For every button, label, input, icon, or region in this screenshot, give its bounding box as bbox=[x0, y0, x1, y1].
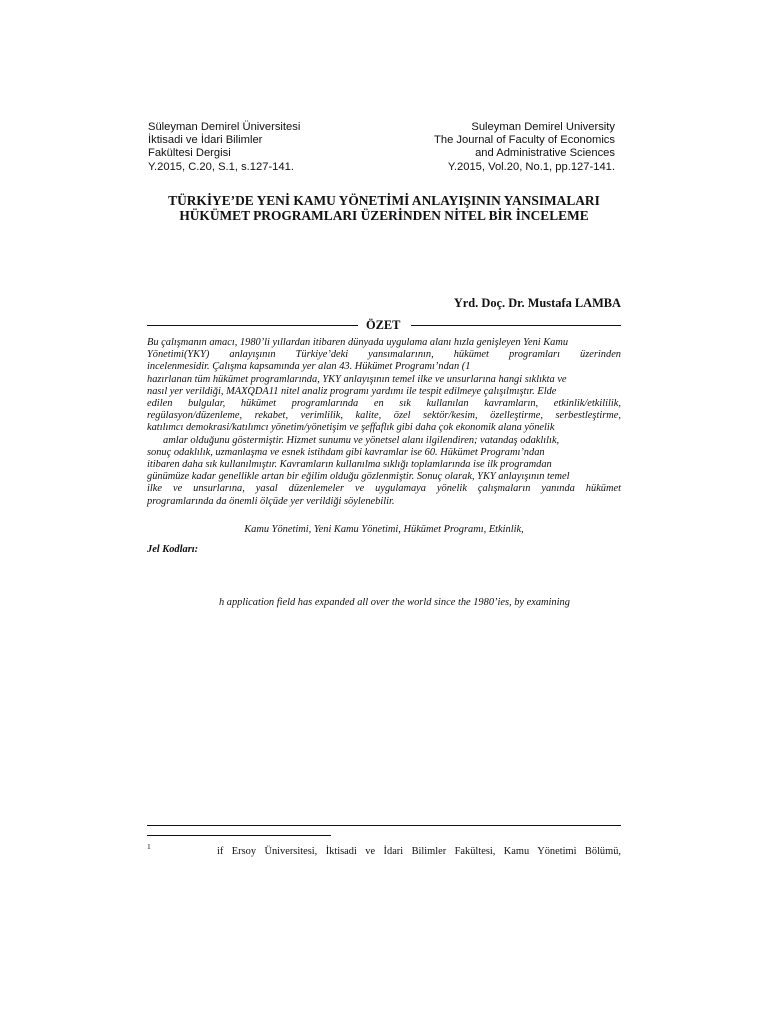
author-name: Yrd. Doç. Dr. Mustafa LAMBA bbox=[453, 296, 621, 310]
header-right-line: Y.2015, Vol.20, No.1, pp.127-141. bbox=[447, 160, 615, 173]
title-line: TÜRKİYE’DE YENİ KAMU YÖNETİMİ ANLAYIŞININ YANSIMALARI bbox=[168, 193, 600, 208]
keywords: Kamu Yönetimi, Yeni Kamu Yönetimi, Hükümet Programı, Etkinlik, bbox=[244, 524, 524, 535]
abstract-heading-row bbox=[147, 318, 621, 334]
abstract-line: itibaren daha sık kullanılmıştır. Kavramların kullanılma sıklığı toplamlarında ise ilk programdan bbox=[147, 459, 552, 471]
heading-rule-right bbox=[411, 325, 621, 326]
journal-header-english bbox=[434, 121, 615, 174]
abstract-body bbox=[147, 337, 621, 508]
header-right-line: Suleyman Demirel University bbox=[471, 121, 615, 133]
abstract-line: incelenmesidir. Çalışma kapsamında yer alan 43. Hükümet Programı’ndan (1 bbox=[147, 361, 471, 373]
article-title bbox=[140, 193, 628, 223]
jel-codes-label: Jel Kodları: bbox=[147, 544, 199, 555]
header-left-line: İktisadi ve İdari Bilimler bbox=[148, 134, 263, 147]
abstract-line: ilke ve unsurlarına, yasal düzenlemeler ve uygulamaya yönelik çalışmaların yanında hükümet bbox=[147, 483, 621, 495]
abstract-line: katılımcı demokrasi/katılımcı yönetim/yönetişim ve şeffaflık gibi daha çok ekonomik alana yönelik bbox=[147, 422, 555, 434]
english-abstract-fragment: h application field has expanded all over the world since the 1980’ies, by examining bbox=[219, 597, 570, 608]
journal-header-turkish bbox=[148, 121, 300, 174]
heading-rule-left bbox=[147, 325, 358, 326]
abstract-line: Yönetimi(YKY) anlayışının Türkiye’deki yansımalarının, hükümet programları üzerinden bbox=[147, 349, 621, 361]
header-right-line: The Journal of Faculty of Economics bbox=[434, 134, 615, 147]
footnote-marker: 1 bbox=[147, 842, 151, 851]
header-left-line: Y.2015, C.20, S.1, s.127-141. bbox=[148, 160, 294, 173]
footnote-text: if Ersoy Üniversitesi, İktisadi ve İdari Bilimler Fakültesi, Kamu Yönetimi Bölümü, bbox=[217, 846, 621, 857]
header-left-line: Süleyman Demirel Üniversitesi bbox=[148, 121, 301, 133]
header-left-line: Fakültesi Dergisi bbox=[148, 147, 231, 160]
abstract-line: amlar olduğunu göstermiştir. Hizmet sunumu ve yönetsel alanı ilgilendiren; vatandaş odaklılık, bbox=[163, 434, 560, 446]
abstract-line: hazırlanan tüm hükümet programlarında, YKY anlayışının temel ilke ve unsurlarına hangi sıklıkta ve bbox=[147, 373, 567, 385]
abstract-heading: ÖZET bbox=[366, 318, 401, 332]
title-line: HÜKÜMET PROGRAMLARI ÜZERİNDEN NİTEL BİR İNCELEME bbox=[179, 208, 589, 223]
abstract-line: Bu çalışmanın amacı, 1980’li yıllardan itibaren dünyada uygulama alanı hızla genişleyen Yeni Kamu bbox=[147, 337, 569, 348]
abstract-line: programlarında da önemli ölçüde yer verildiği söylenebilir. bbox=[147, 495, 395, 507]
abstract-line: regülasyon/düzenleme, rekabet, verimlilik, kalite, özel sektör/kesim, özelleştirme, serbestleştirme, bbox=[147, 410, 621, 422]
header-right-line: and Administrative Sciences bbox=[475, 147, 615, 160]
abstract-line: edilen bulgular, hükümet programlarında en sık kullanılan kavramların, etkinlik/etkililik, bbox=[147, 398, 621, 410]
footnote-separator-long bbox=[147, 825, 621, 826]
abstract-line: günümüze kadar genellikle artan bir eğilim olduğu gözlenmiştir. Sonuç olarak, YKY anlayışının temel bbox=[147, 471, 570, 483]
abstract-line: nasıl yer verildiği, MAXQDA11 nitel analiz programı yardımı ile tespit edilmeye çalışılmıştır. Elde bbox=[147, 385, 557, 397]
abstract-line: sonuç odaklılık, uzmanlaşma ve esnek istihdam gibi kavramlar ise 60. Hükümet Programı’ndan bbox=[147, 446, 545, 458]
footnote-separator-short bbox=[147, 835, 331, 836]
